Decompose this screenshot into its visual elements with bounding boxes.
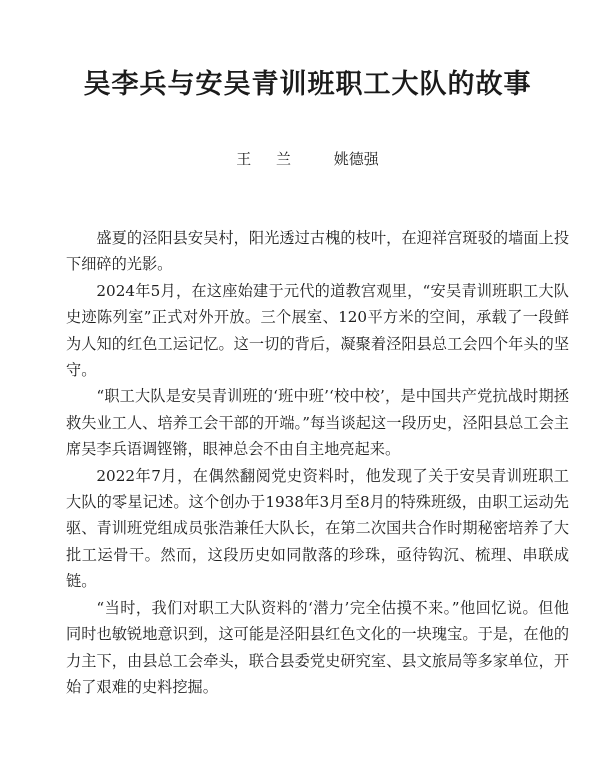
byline <box>0 148 615 169</box>
paragraph: 2022年7月，在偶然翻阅党史资料时，他发现了关于安吴青训班职工大队的零星记述。这个创办于1938年3月至8月的特殊班级，由职工运动先驱、青训班党组成员张浩兼任大队长，在第二次国共合作时期秘密培养了大批工运骨干。然而，这段历史如同散落的珍珠，亟待钩沉、梳理、串联成链。 <box>66 466 569 591</box>
paragraph: “当时，我们对职工大队资料的‘潜力’完全估摸不来。”他回忆说。但他同时也敏锐地意识到，这可能是泾阳县红色文化的一块瑰宝。于是，在他的力主下，由县总工会牵头，联合县委党史研究室、县文旅局等多家单位，开始了艰难的史料挖掘。 <box>66 598 569 696</box>
article-title: 吴李兵与安吴青训班职工大队的故事 <box>83 69 532 100</box>
article-body <box>66 225 569 700</box>
paragraph: 2024年5月，在这座始建于元代的道教宫观里，“安吴青训班职工大队史迹陈列室”正式对外开放。三个展室、120平方米的空间，承载了一段鲜为人知的红色工运记忆。这一切的背后，凝聚着泾阳县总工会四个年头的坚守。 <box>66 281 569 380</box>
paragraph: “职工大队是安吴青训班的‘班中班’‘校中校’，是中国共产党抗战时期拯救失业工人、培养工会干部的开端。”每当谈起这一段历史，泾阳县总工会主席吴李兵语调铿锵，眼神总会不由自主地亮起来。 <box>66 387 569 459</box>
author-name: 姚德强 <box>333 150 379 168</box>
author-name: 王 兰 <box>236 150 301 168</box>
paragraph: 盛夏的泾阳县安吴村，阳光透过古槐的枝叶，在迎祥宫斑驳的墙面上投下细碎的光影。 <box>66 229 569 274</box>
